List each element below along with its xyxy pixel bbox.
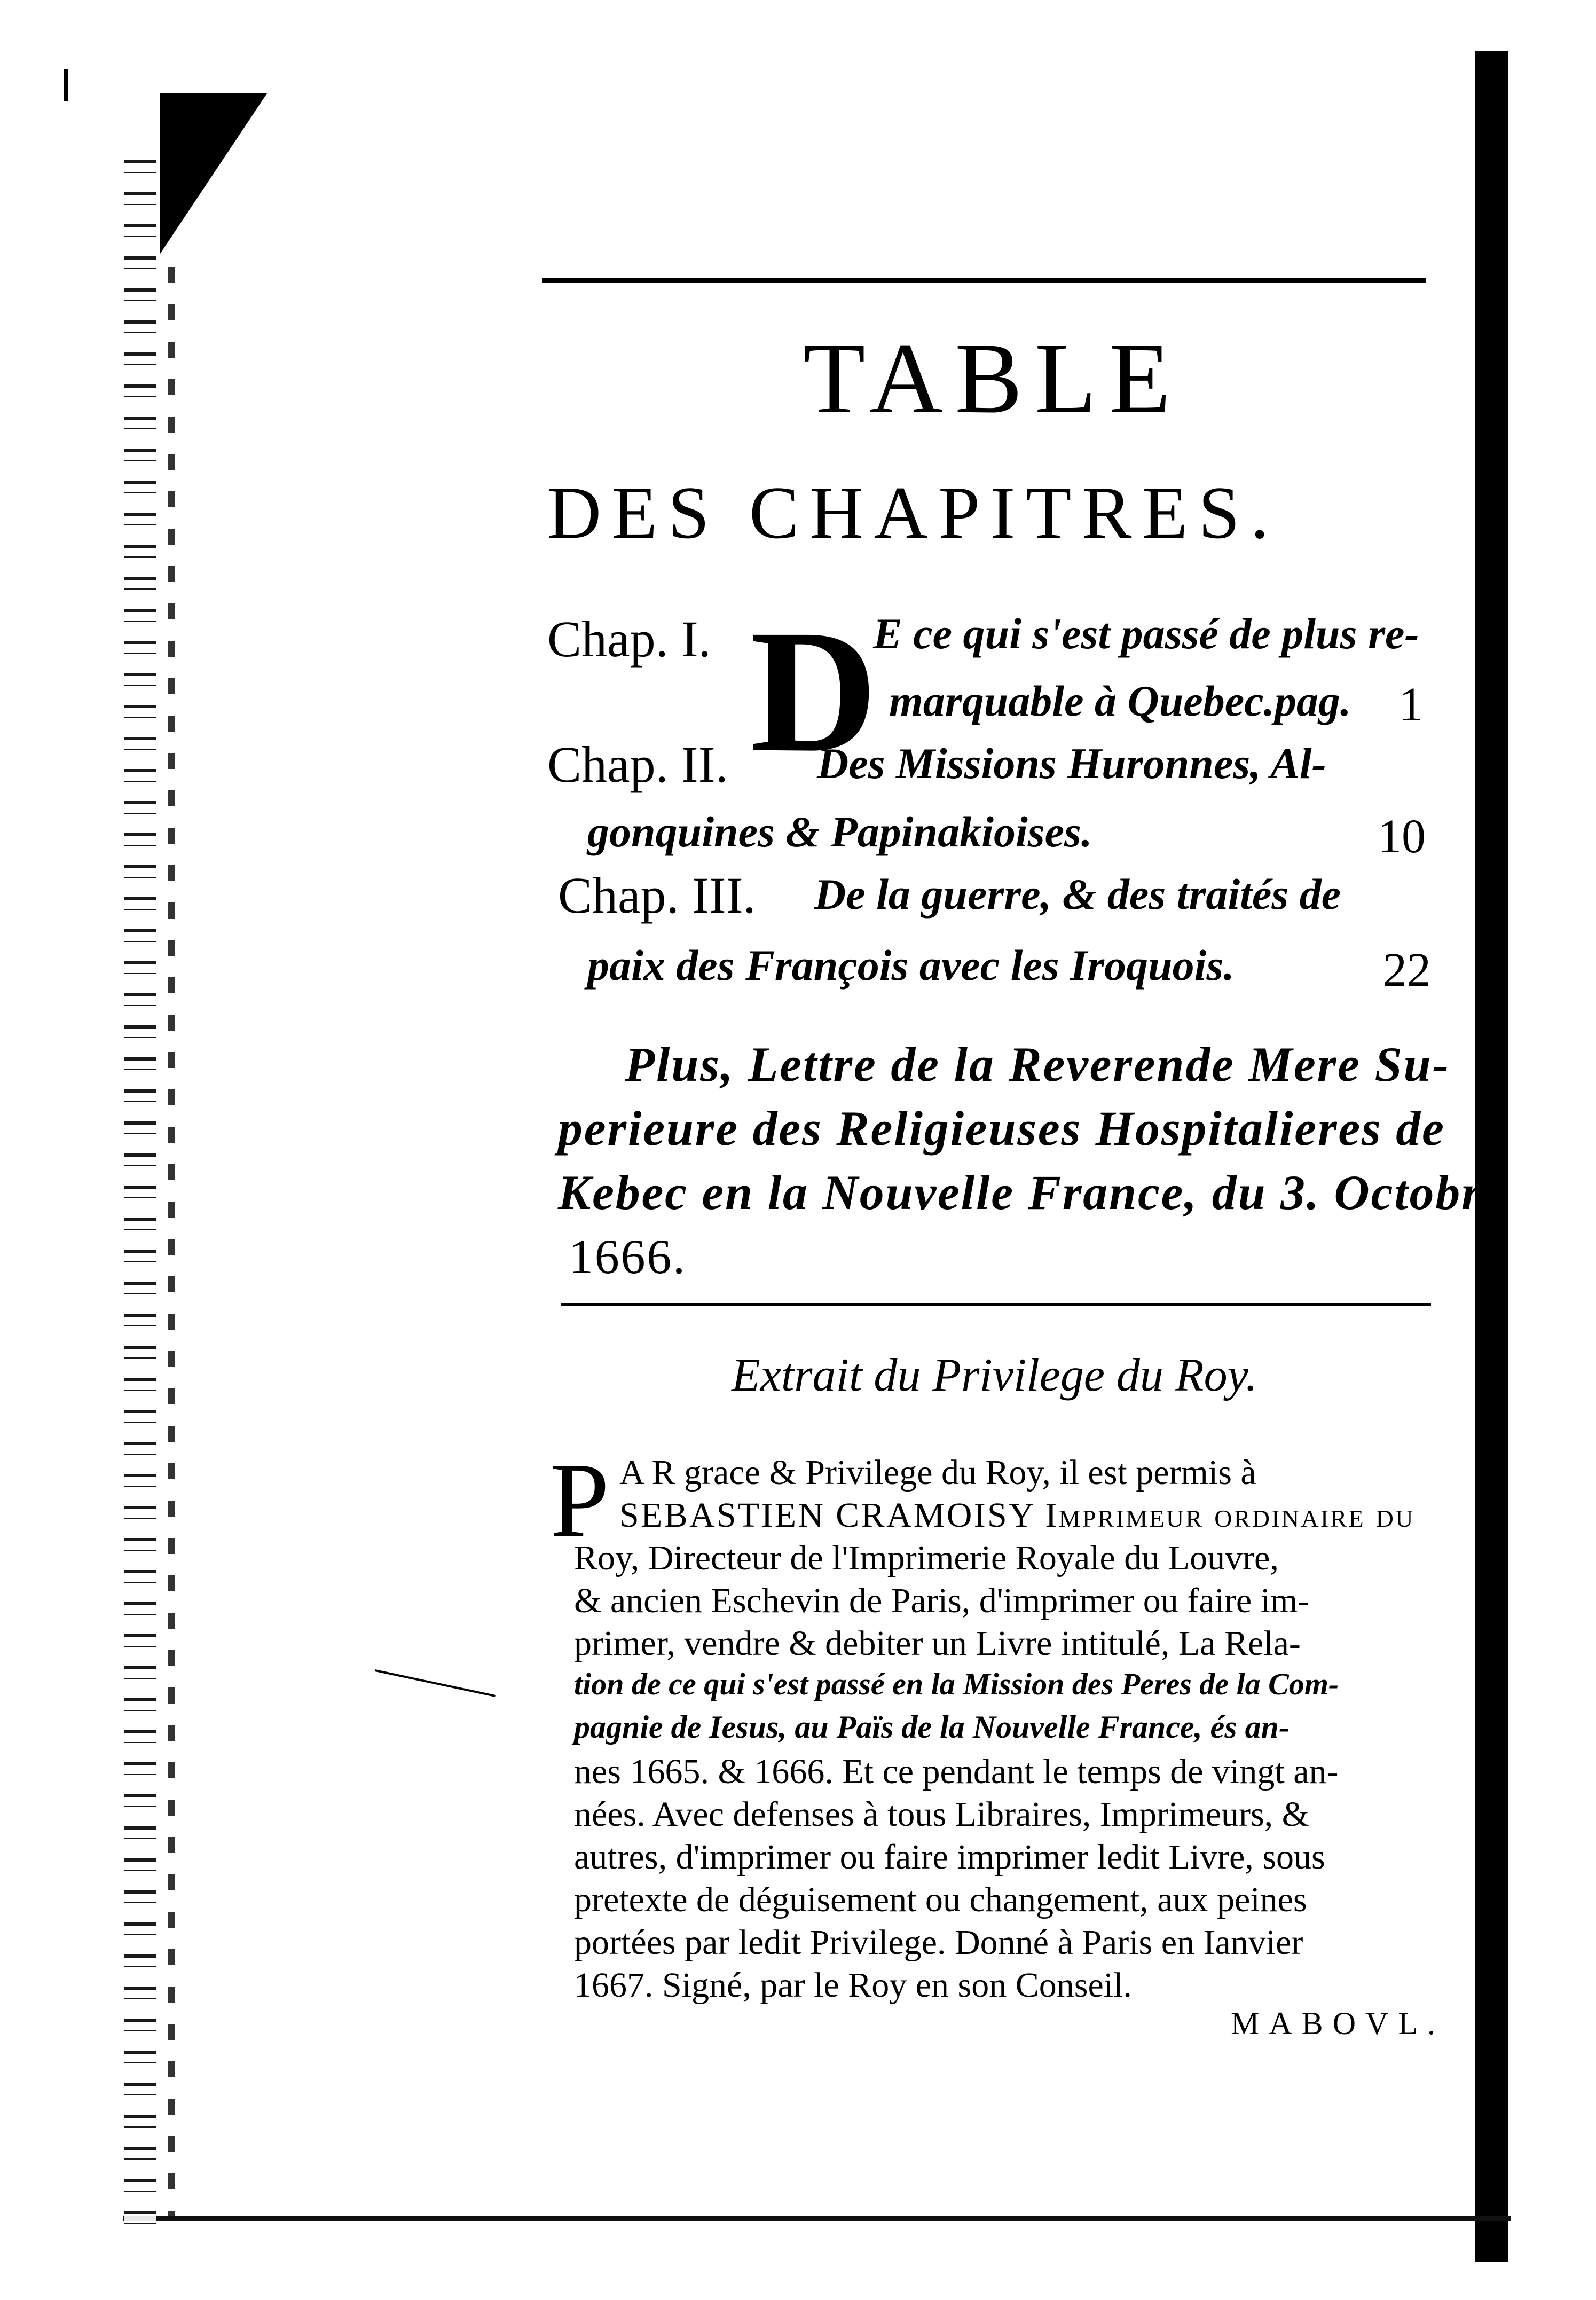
privilege-line-11: pretexte de déguisement ou changement, aux peines bbox=[574, 1880, 1307, 1919]
toc-chapter-2-label: Chap. II. bbox=[547, 736, 728, 793]
privilege-line-13: 1667. Signé, par le Roy en son Conseil. bbox=[574, 1966, 1132, 2005]
plus-line-3: Kebec en la Nouvelle France, du 3. Octobre bbox=[558, 1165, 1506, 1220]
toc-chapter-3-label: Chap. III. bbox=[558, 867, 756, 924]
toc-chapter-3-page: 22 bbox=[1383, 944, 1431, 996]
toc-chapter-2-title-2: gonquines & Papinakioises. bbox=[587, 807, 1092, 856]
plus-line-4: 1666. bbox=[569, 1229, 687, 1284]
toc-chapter-3-line1 bbox=[558, 865, 1460, 925]
privilege-dropcap: P bbox=[550, 1441, 610, 1559]
privilege-line-7: pagnie de Iesus, au Païs de la Nouvelle France, és an- bbox=[574, 1709, 1290, 1745]
scan-speck bbox=[64, 69, 68, 101]
toc-chapter-1-pag: pag. bbox=[1274, 677, 1351, 725]
toc-chapter-1-title-1: E ce qui s'est passé de plus re- bbox=[873, 609, 1419, 658]
privilege-line-1: A R grace & Privilege du Roy, il est permis à bbox=[619, 1453, 1256, 1492]
plus-line-1: Plus, Lettre de la Reverende Mere Su- bbox=[625, 1037, 1450, 1092]
toc-chapter-1-line2 bbox=[889, 676, 1423, 726]
privilege-line-8: nes 1665. & 1666. Et ce pendant le temps de vingt an- bbox=[574, 1752, 1339, 1791]
toc-chapter-1-dropcap: D bbox=[750, 594, 878, 789]
toc-chapter-1-line1 bbox=[547, 609, 1450, 669]
corner-shadow bbox=[160, 93, 267, 254]
privilege-line-6: tion de ce qui s'est passé en la Mission des Peres de la Com- bbox=[574, 1667, 1339, 1701]
binding-shadow-right bbox=[1475, 51, 1508, 2262]
toc-chapter-1-page: 1 bbox=[1399, 678, 1423, 731]
page-bottom-edge bbox=[123, 2216, 1511, 2221]
privilege-line-2: SEBASTIEN CRAMOISY Imprimeur ordinaire du bbox=[619, 1496, 1415, 1535]
top-rule bbox=[542, 278, 1426, 283]
privilege-line-3: Roy, Directeur de l'Imprimerie Royale du Louvre, bbox=[574, 1538, 1279, 1577]
toc-chapter-3-title-1: De la guerre, & des traités de bbox=[814, 870, 1341, 919]
toc-chapter-1-label: Chap. I. bbox=[547, 610, 711, 668]
heading-des-chapitres: DES CHAPITRES. bbox=[547, 472, 1280, 554]
toc-chapter-2-line2 bbox=[587, 806, 1490, 857]
privilege-line-5: primer, vendre & debiter un Livre intitulé, La Rela- bbox=[574, 1624, 1301, 1663]
toc-chapter-2-page: 10 bbox=[1378, 810, 1426, 863]
toc-chapter-2-line1 bbox=[547, 734, 1450, 794]
privilege-line-9: nées. Avec defenses à tous Libraires, Imprimeurs, & bbox=[574, 1795, 1310, 1834]
middle-rule bbox=[561, 1303, 1431, 1306]
gutter-shadow-inner bbox=[168, 267, 175, 2216]
toc-chapter-3-title-2: paix des François avec les Iroquois. bbox=[587, 941, 1235, 990]
privilege-line-10: autres, d'imprimer ou faire imprimer ledit Livre, sous bbox=[574, 1838, 1325, 1877]
toc-chapter-2-title-1: Des Missions Huronnes, Al- bbox=[817, 739, 1326, 788]
extrait-title: Extrait du Privilege du Roy. bbox=[732, 1349, 1257, 1401]
privilege-line-4: & ancien Eschevin de Paris, d'imprimer ou faire im- bbox=[574, 1581, 1310, 1620]
privilege-signature: MABOVL. bbox=[1231, 2006, 1445, 2041]
gutter-shadow bbox=[124, 160, 156, 2232]
heading-table: TABLE bbox=[803, 323, 1183, 435]
toc-chapter-3-line2 bbox=[587, 940, 1490, 991]
toc-chapter-1-title-2: marquable à Quebec. bbox=[889, 677, 1275, 725]
privilege-line-12: portées par ledit Privilege. Donné à Paris en Ianvier bbox=[574, 1923, 1303, 1962]
plus-line-2: perieure des Religieuses Hospitalieres de bbox=[558, 1101, 1445, 1156]
scan-stroke bbox=[375, 1669, 496, 1697]
